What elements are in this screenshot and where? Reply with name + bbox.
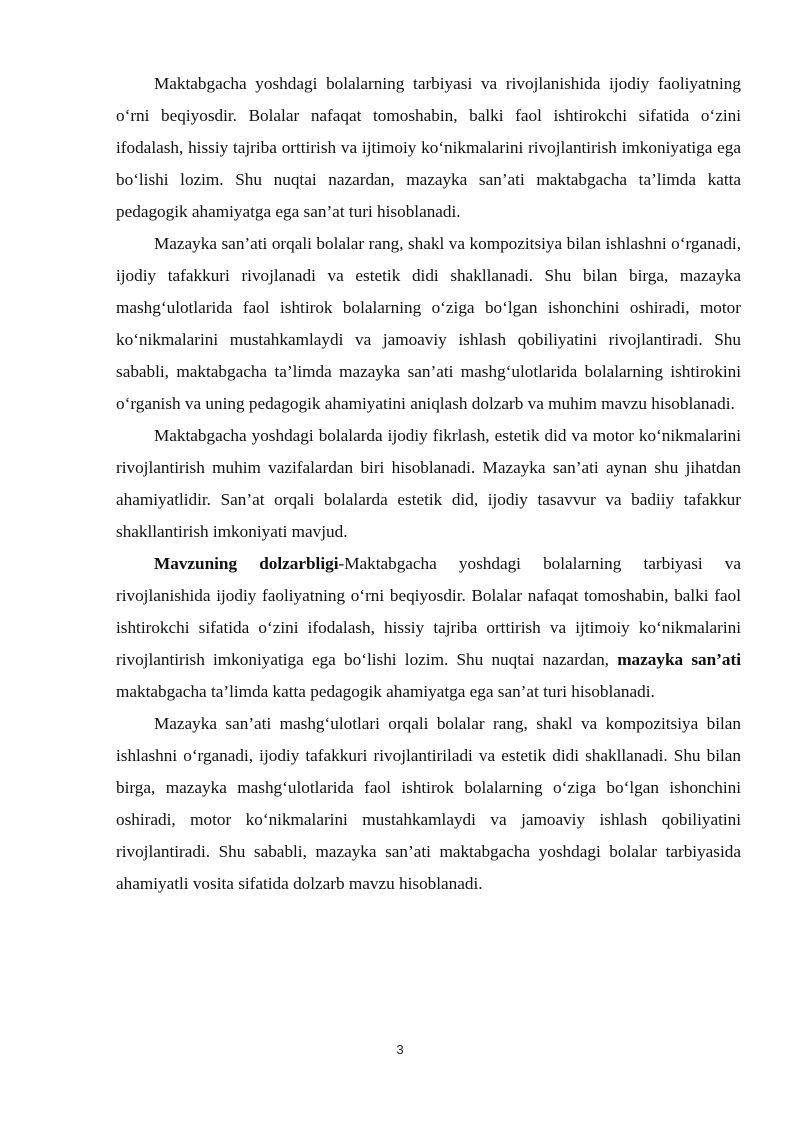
mosaic-art-term: mazayka san’ati [617, 650, 741, 669]
relevance-text-part1: -Maktabgacha yoshdagi bolalarning tarbiyasi va rivojlanishida ijodiy faoliyatning o‘rni beqiyosdir. Bolalar nafaqat tomoshabin, balki faol ishtirokchi sifatida o‘zini ifodalash, hissiy tajriba orttirish va ijtimoiy ko‘nikmalarini rivojlantirish imkoniyatiga ega bo‘lishi lozim. Shu nuqtai nazardan, [116, 554, 741, 669]
relevance-heading: Mavzuning dolzarbligi [154, 554, 339, 573]
relevance-text-part2: maktabgacha ta’limda katta pedagogik ahamiyatga ega san’at turi hisoblanadi. [116, 682, 655, 701]
paragraph-5: Mazayka san’ati mashg‘ulotlari orqali bolalar rang, shakl va kompozitsiya bilan ishlashni o‘rganadi, ijodiy tafakkuri rivojlantiriladi va estetik didi shakllanadi. Shu bilan birga, mazayka mashg‘ulotlarida faol ishtirok bolalarning o‘ziga bo‘lgan ishonchini oshiradi, motor ko‘nikmalarini mustahkamlaydi va jamoaviy ishlash qobiliyatini rivojlantiradi. Shu sababli, mazayka san’ati maktabgacha yoshdagi bolalar tarbiyasida ahamiyatli vosita sifatida dolzarb mavzu hisoblanadi. [116, 714, 741, 893]
paragraph-4-relevance [116, 548, 741, 708]
page-number: 3 [396, 1042, 404, 1057]
paragraph-1: Maktabgacha yoshdagi bolalarning tarbiyasi va rivojlanishida ijodiy faoliyatning o‘rni beqiyosdir. Bolalar nafaqat tomoshabin, balki faol ishtirokchi sifatida o‘zini ifodalash, hissiy tajriba orttirish va ijtimoiy ko‘nikmalarini rivojlantirish imkoniyatiga ega bo‘lishi lozim. Shu nuqtai nazardan, mazayka san’ati maktabgacha ta’limda katta pedagogik ahamiyatga ega san’at turi hisoblanadi. [116, 74, 741, 221]
document-body [116, 68, 741, 900]
paragraph-3: Maktabgacha yoshdagi bolalarda ijodiy fikrlash, estetik did va motor ko‘nikmalarini rivojlantirish muhim vazifalardan biri hisoblanadi. Mazayka san’ati aynan shu jihatdan ahamiyatlidir. San’at orqali bolalarda estetik did, ijodiy tasavvur va badiiy tafakkur shakllantirish imkoniyati mavjud. [116, 426, 741, 541]
paragraph-2: Mazayka san’ati orqali bolalar rang, shakl va kompozitsiya bilan ishlashni o‘rganadi, ijodiy tafakkuri rivojlanadi va estetik didi shakllanadi. Shu bilan birga, mazayka mashg‘ulotlarida faol ishtirok bolalarning o‘ziga bo‘lgan ishonchini oshiradi, motor ko‘nikmalarini mustahkamlaydi va jamoaviy ishlash qobiliyatini rivojlantiradi. Shu sababli, maktabgacha ta’limda mazayka san’ati mashg‘ulotlarida bolalarning ishtirokini o‘rganish va uning pedagogik ahamiyatini aniqlash dolzarb va muhim mavzu hisoblanadi. [116, 234, 741, 413]
